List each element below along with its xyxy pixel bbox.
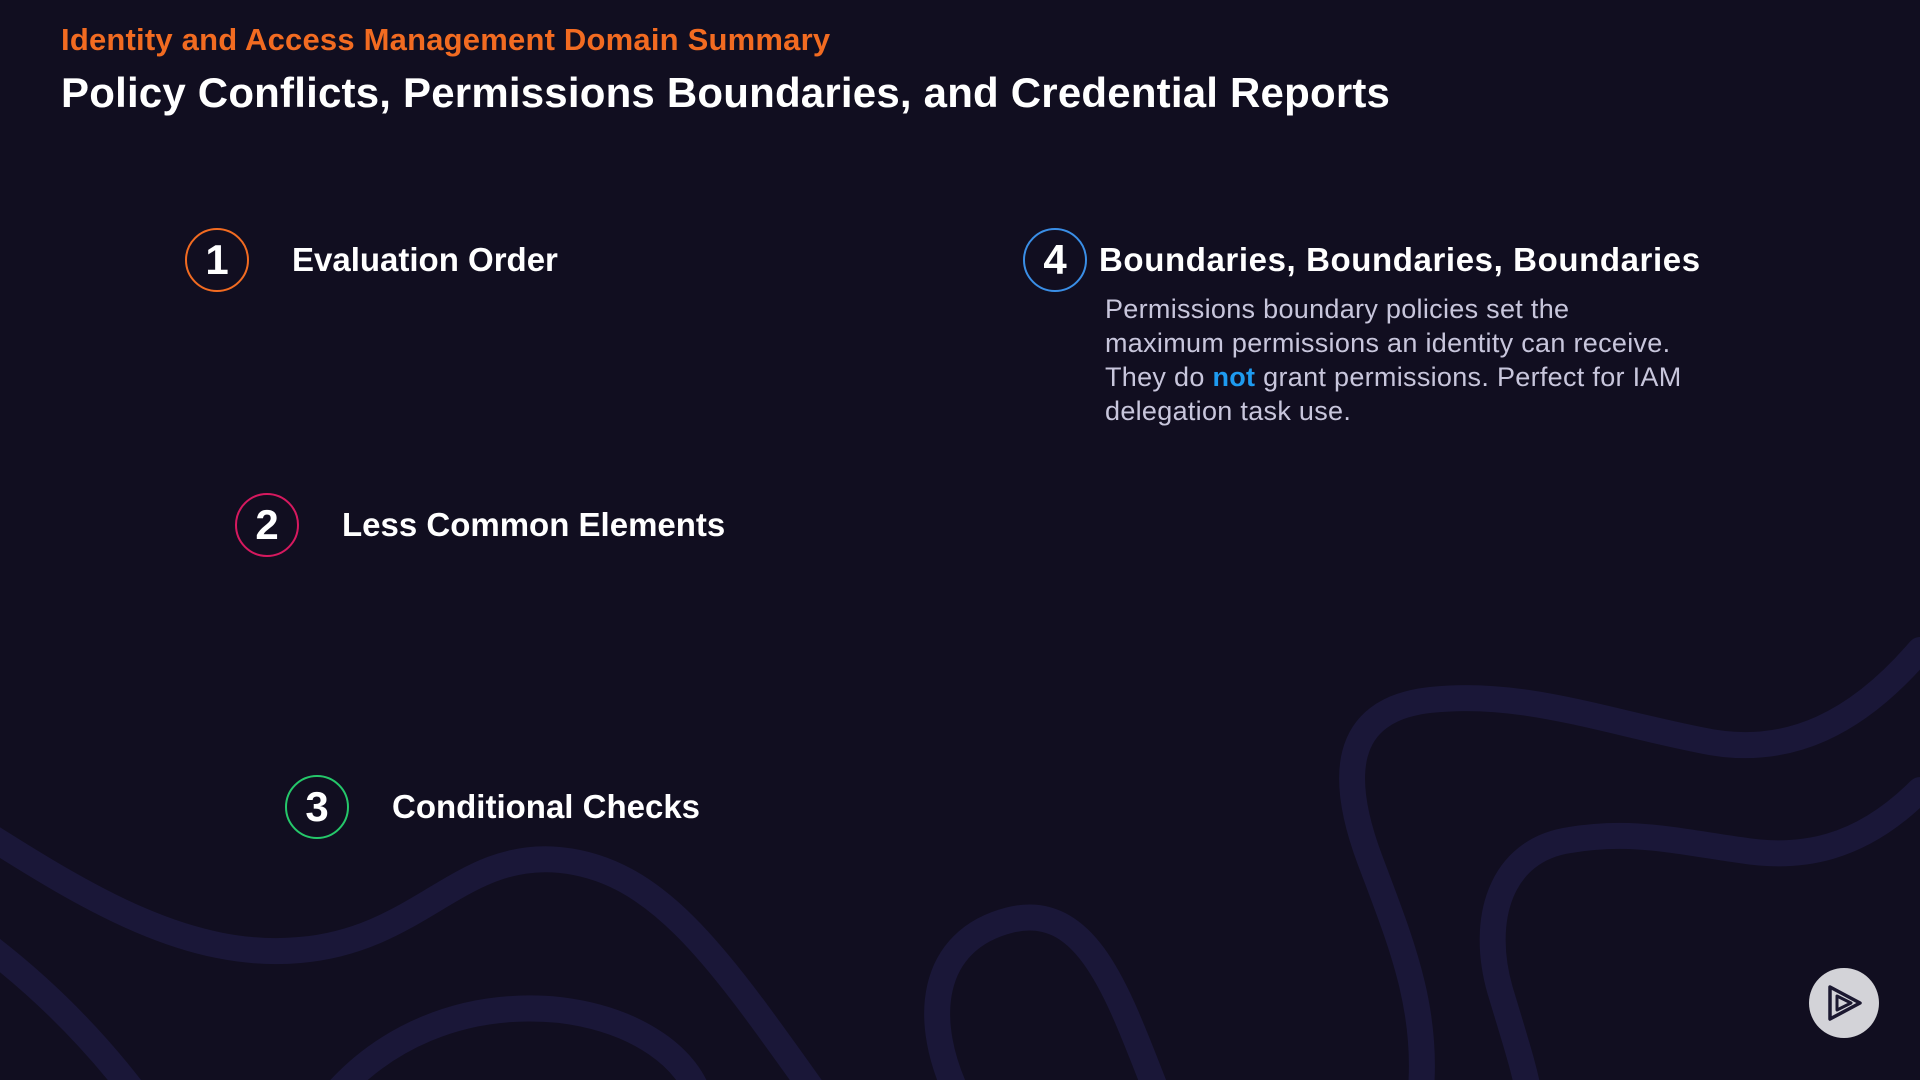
item-label-conditional-checks: Conditional Checks <box>392 788 701 825</box>
number-badge-2: 2 <box>235 493 299 557</box>
boundaries-description <box>1105 292 1765 428</box>
item-label-less-common-elements: Less Common Elements <box>342 506 726 543</box>
emphasis-not: not <box>1212 362 1256 392</box>
number-badge-1: 1 <box>185 228 249 292</box>
number-badge-4: 4 <box>1023 228 1087 292</box>
section-eyebrow: Identity and Access Management Domain Summary <box>61 22 831 57</box>
summary-item-4 <box>1023 228 1701 292</box>
summary-item-1 <box>185 228 558 292</box>
item-label-evaluation-order: Evaluation Order <box>292 241 558 278</box>
slide-title: Policy Conflicts, Permissions Boundaries, and Credential Reports <box>61 69 1391 116</box>
description-line-3-post: grant permissions. Perfect for IAM <box>1255 362 1682 392</box>
description-line-4: delegation task use. <box>1105 396 1352 426</box>
play-logo-icon <box>1809 968 1879 1038</box>
summary-item-2 <box>235 493 725 557</box>
number-badge-3: 3 <box>285 775 349 839</box>
description-line-3 <box>1105 360 1765 394</box>
summary-item-3 <box>285 775 700 839</box>
description-line-2: maximum permissions an identity can receive. <box>1105 328 1671 358</box>
item-label-boundaries: Boundaries, Boundaries, Boundaries <box>1099 241 1701 278</box>
description-line-1: Permissions boundary policies set the <box>1105 294 1570 324</box>
description-line-3-pre: They do <box>1105 362 1213 392</box>
